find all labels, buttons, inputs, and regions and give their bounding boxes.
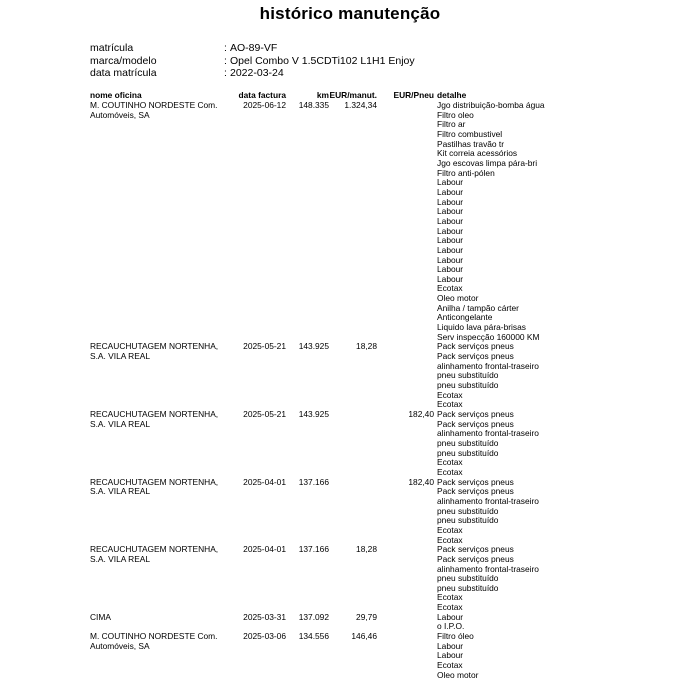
detail-item: pneu substituído: [437, 447, 499, 458]
header-eur-pneu: EUR/Pneu: [393, 90, 434, 100]
detail-item: pneu substituído: [437, 437, 499, 448]
km-cell: 143.925: [298, 341, 329, 352]
detail-item: Pack serviços pneus: [437, 351, 514, 362]
date-cell: 2025-04-01: [243, 476, 286, 487]
detail-item: Pastilhas travão tr: [437, 138, 505, 149]
registration-value: AO-89-VF: [230, 42, 278, 54]
detail-item: Pack serviços pneus: [437, 341, 514, 352]
registration-date-row: [90, 67, 415, 80]
eur-manut-cell: 18,28: [356, 544, 377, 555]
detail-item: Ecotax: [437, 524, 463, 535]
page-title: histórico manutenção: [259, 4, 441, 23]
detail-item: Ecotax: [437, 534, 463, 545]
header-km: km: [316, 90, 329, 100]
km-cell: 137.092: [298, 611, 329, 622]
registration-row: [90, 42, 415, 55]
km-cell: 134.556: [298, 631, 329, 642]
detail-item: alinhamento frontal-traseiro: [437, 360, 539, 371]
detail-item: Anticongelante: [437, 312, 493, 323]
detail-item: Oleo motor: [437, 669, 479, 680]
eur-manut-cell: [329, 410, 377, 478]
detail-item: pneu substituído: [437, 515, 499, 526]
detail-item: o I.P.O.: [437, 621, 465, 632]
detail-item: Labour: [437, 225, 464, 236]
separator: :: [224, 67, 227, 79]
eur-pneu-cell: [377, 632, 434, 680]
shop-cell: RECAUCHUTAGEM NORTENHA, S.A. VILA REAL: [90, 341, 219, 362]
detail-item: Labour: [437, 235, 464, 246]
date-cell: 2025-03-06: [243, 631, 286, 642]
detail-item: pneu substituído: [437, 380, 499, 391]
header-eur-manut: EUR/manut.: [329, 90, 377, 100]
detail-item: Liquido lava pára-brisas: [437, 322, 526, 333]
detail-item: Jgo escovas limpa pára-bri: [437, 157, 538, 168]
detail-cell: [434, 342, 552, 410]
detail-item: Ecotax: [437, 592, 463, 603]
separator: :: [224, 42, 227, 54]
table-row: [90, 478, 560, 546]
km-cell: 137.166: [298, 476, 329, 487]
shop-cell: CIMA: [90, 611, 111, 622]
shop-cell: M. COUTINHO NORDESTE Com. Automóveis, SA: [90, 631, 218, 651]
eur-pneu-cell: 182,40: [408, 409, 434, 419]
detail-item: Labour: [437, 264, 464, 275]
detail-item: Labour: [437, 650, 464, 661]
detail-item: Labour: [437, 186, 464, 197]
detail-item: Anilha / tampão cárter: [437, 302, 519, 313]
maintenance-table: [90, 91, 560, 680]
model-label: marca/modelo: [90, 54, 157, 67]
date-cell: 2025-05-21: [243, 341, 286, 352]
detail-item: Labour: [437, 177, 464, 188]
detail-item: Ecotax: [437, 399, 463, 410]
detail-item: Labour: [437, 206, 464, 217]
date-cell: 2025-06-12: [243, 100, 286, 110]
date-cell: 2025-05-21: [243, 409, 286, 419]
eur-pneu-cell: 182,40: [408, 476, 434, 487]
eur-manut-cell: [329, 478, 377, 546]
table-row: [90, 545, 560, 613]
detail-item: Filtro ar: [437, 119, 466, 130]
table-body: [90, 101, 560, 680]
detail-item: Kit correia acessórios: [437, 148, 518, 159]
date-cell: 2025-03-31: [243, 611, 286, 622]
eur-pneu-cell: [377, 342, 434, 410]
detail-item: Labour: [437, 196, 464, 207]
detail-item: Pack serviços pneus: [437, 418, 514, 429]
detail-item: Labour: [437, 254, 464, 265]
detail-item: Ecotax: [437, 389, 463, 400]
eur-pneu-cell: [377, 101, 434, 342]
separator: :: [224, 54, 227, 67]
header-date: data factura: [238, 90, 286, 100]
model-row: [90, 55, 415, 68]
km-cell: 143.925: [298, 409, 329, 419]
detail-item: Ecotax: [437, 660, 463, 671]
table-row: [90, 342, 560, 410]
detail-item: Pack serviços pneus: [437, 553, 514, 564]
eur-manut-cell: 146,46: [351, 631, 377, 642]
detail-item: Pack serviços pneus: [437, 486, 514, 497]
detail-item: Filtro anti-pólen: [437, 167, 495, 178]
table-row: [90, 632, 560, 680]
detail-item: Ecotax: [437, 466, 463, 477]
km-cell: 137.166: [298, 544, 329, 555]
detail-item: Labour: [437, 273, 464, 284]
eur-pneu-cell: [377, 545, 434, 613]
detail-item: Labour: [437, 215, 464, 226]
detail-item: pneu substituído: [437, 573, 499, 584]
detail-item: pneu substituído: [437, 582, 499, 593]
detail-cell: [434, 545, 552, 613]
registration-label: matrícula: [90, 42, 134, 54]
header-detail: detalhe: [437, 90, 467, 100]
detail-item: Oleo motor: [437, 293, 479, 304]
table-row: [90, 613, 560, 632]
detail-item: Labour: [437, 640, 464, 651]
table-row: [90, 410, 560, 478]
shop-cell: M. COUTINHO NORDESTE Com. Automóveis, SA: [90, 100, 218, 120]
detail-cell: [434, 632, 552, 680]
detail-cell: [434, 101, 552, 342]
detail-item: pneu substituído: [437, 370, 499, 381]
vehicle-info: [90, 42, 415, 80]
shop-cell: RECAUCHUTAGEM NORTENHA, S.A. VILA REAL: [90, 409, 219, 429]
detail-item: pneu substituído: [437, 505, 499, 516]
detail-item: Ecotax: [437, 602, 463, 613]
registration-date-value: 2022-03-24: [230, 67, 284, 79]
detail-item: Jgo distribuição-bomba água: [437, 100, 545, 110]
header-shop: nome oficina: [90, 90, 142, 100]
detail-item: alinhamento frontal-traseiro: [437, 495, 539, 506]
date-cell: 2025-04-01: [243, 544, 286, 555]
detail-item: Pack serviços pneus: [437, 476, 514, 487]
detail-item: Ecotax: [437, 283, 463, 294]
eur-pneu-cell: [377, 613, 434, 632]
eur-manut-cell: 1.324,34: [344, 100, 377, 110]
registration-date-label: data matrícula: [90, 67, 157, 79]
detail-cell: [434, 410, 552, 478]
detail-item: Filtro óleo: [437, 631, 474, 642]
table-row: [90, 101, 560, 342]
detail-item: Pack serviços pneus: [437, 409, 514, 419]
detail-item: Ecotax: [437, 457, 463, 468]
km-cell: 148.335: [298, 100, 329, 110]
shop-cell: RECAUCHUTAGEM NORTENHA, S.A. VILA REAL: [90, 476, 219, 497]
detail-item: Filtro oleo: [437, 109, 474, 120]
detail-item: Labour: [437, 611, 464, 622]
detail-item: alinhamento frontal-traseiro: [437, 563, 539, 574]
eur-manut-cell: 29,79: [356, 611, 377, 622]
eur-manut-cell: 18,28: [356, 341, 377, 352]
detail-item: Filtro combustivel: [437, 128, 503, 139]
detail-item: Serv inspecção 160000 KM: [437, 331, 540, 342]
detail-item: Labour: [437, 244, 464, 255]
detail-item: Pack serviços pneus: [437, 544, 514, 555]
detail-item: alinhamento frontal-traseiro: [437, 428, 539, 439]
detail-cell: [434, 478, 552, 546]
model-value: Opel Combo V 1.5CDTi102 L1H1 Enjoy: [230, 54, 415, 67]
shop-cell: RECAUCHUTAGEM NORTENHA, S.A. VILA REAL: [90, 544, 219, 564]
detail-cell: [434, 613, 552, 632]
